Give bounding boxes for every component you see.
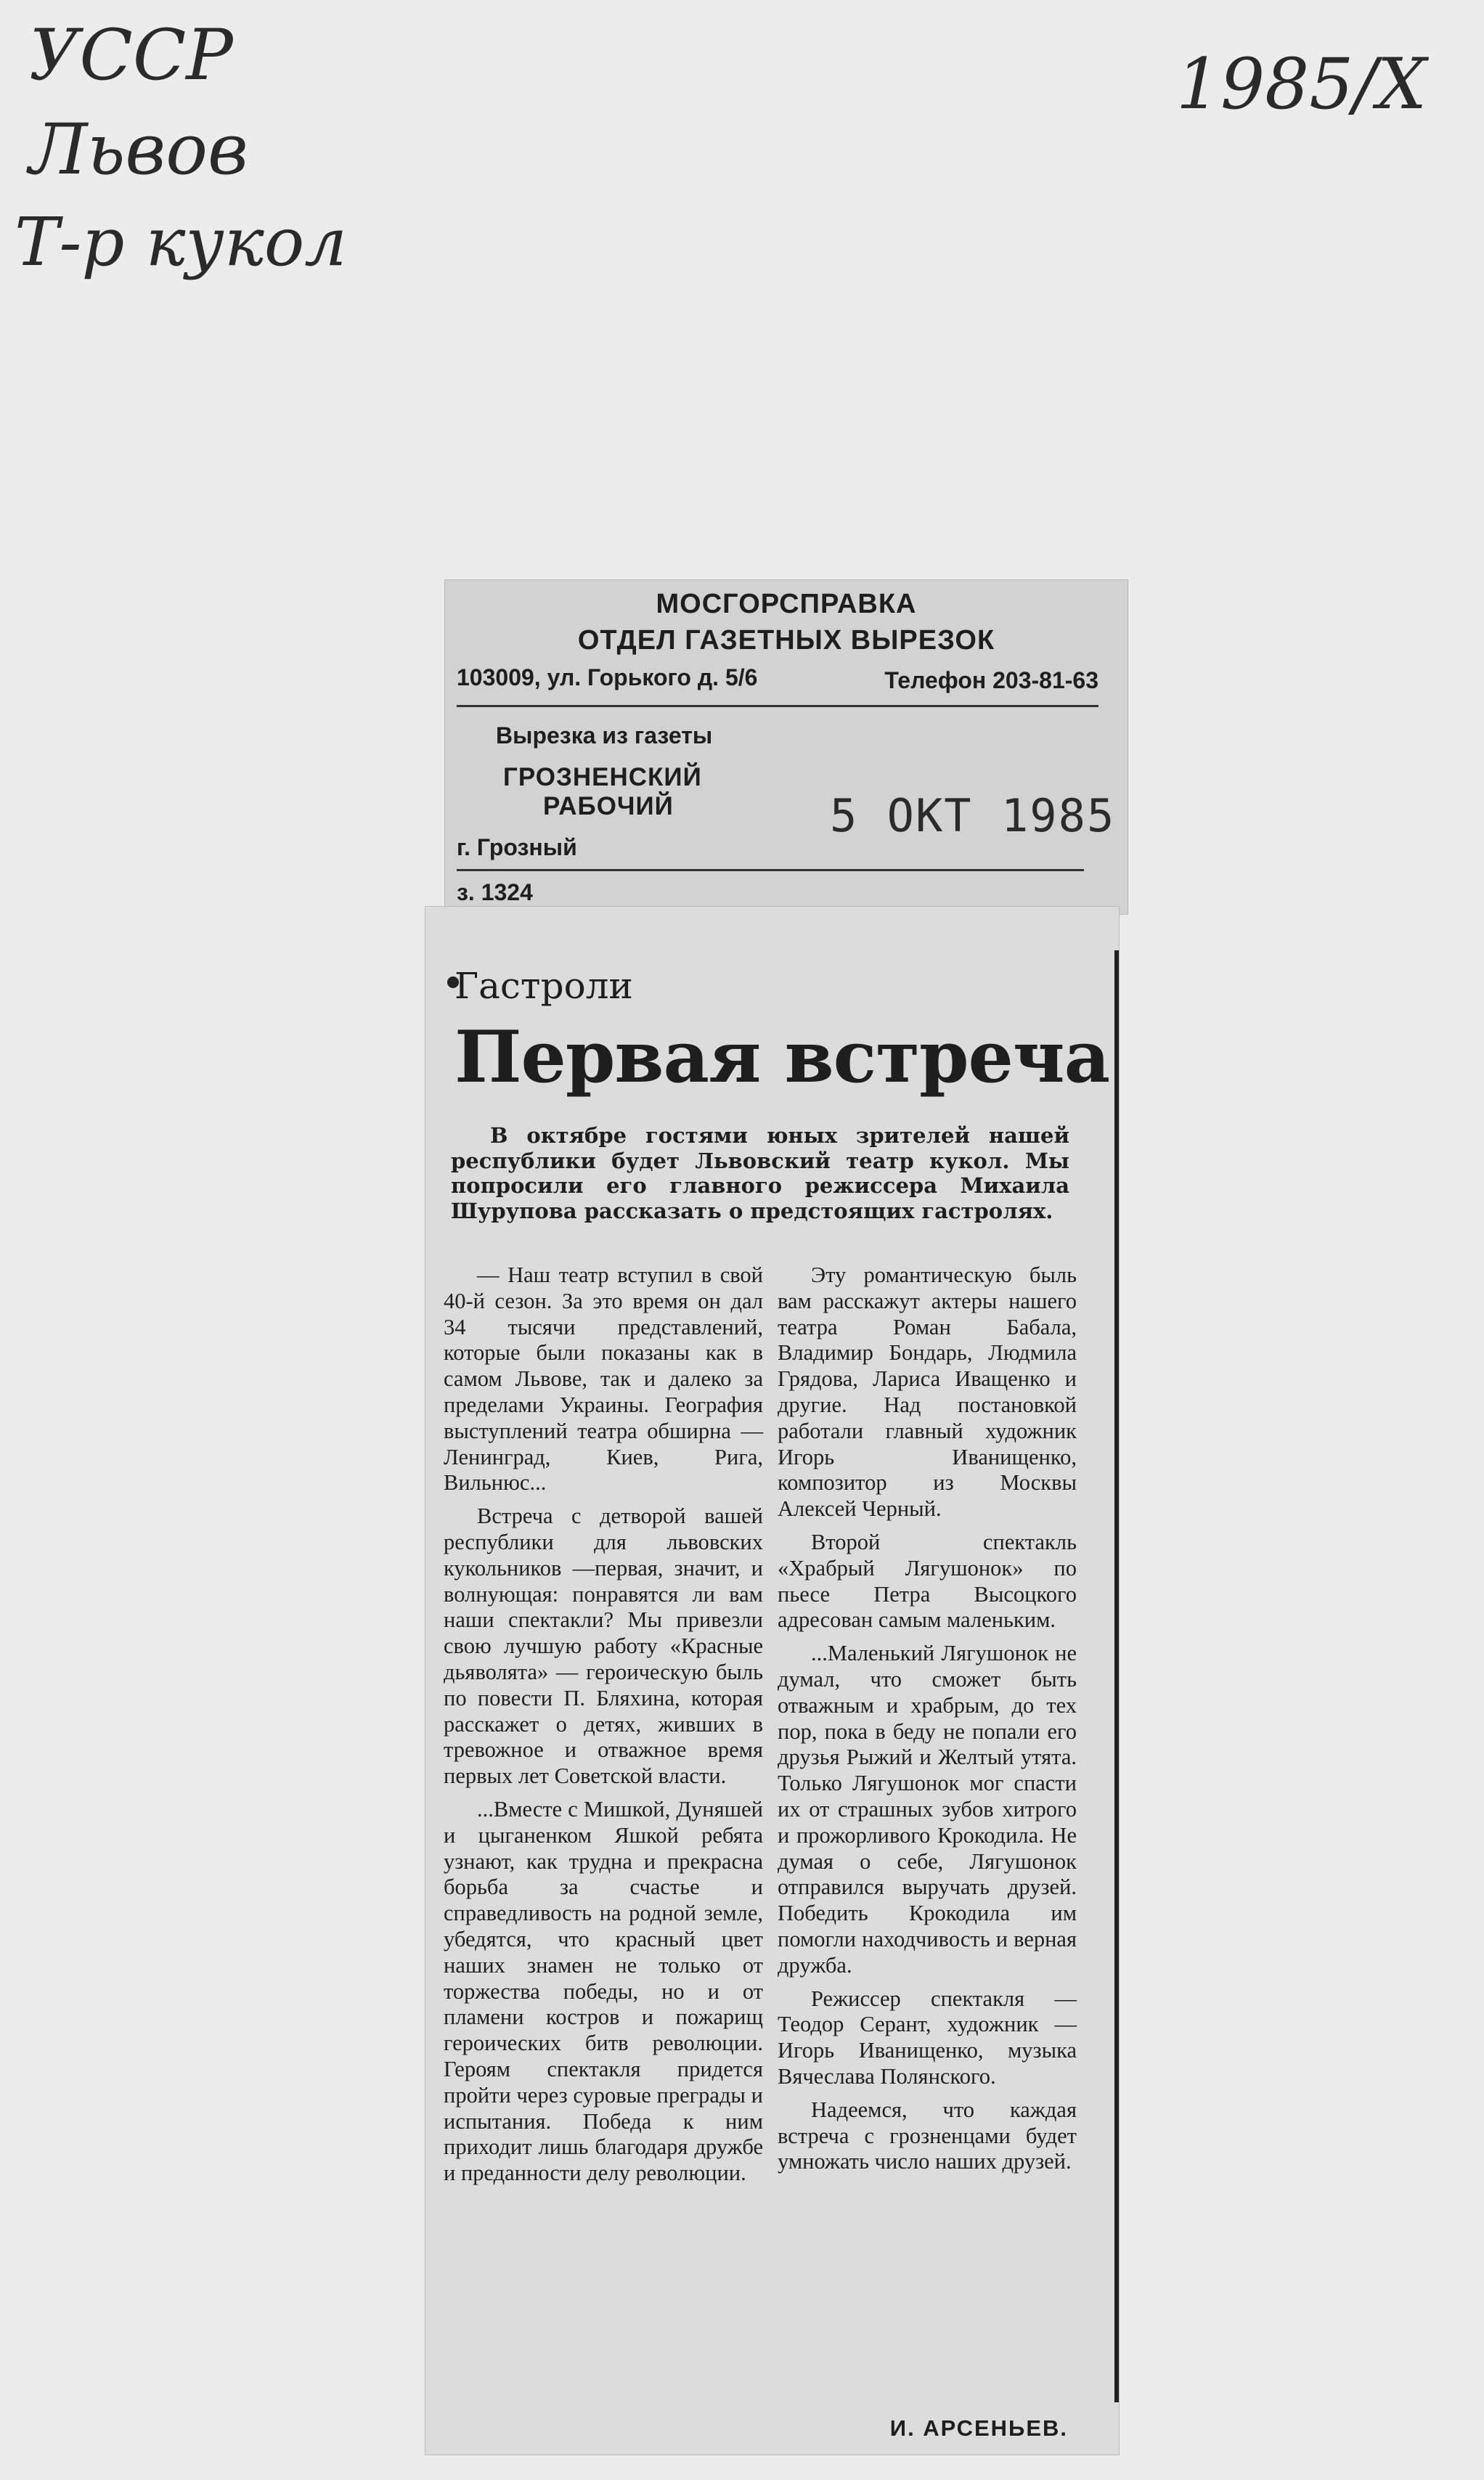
- article-paragraph: Эту романтическую быль вам расскажут актеры нашего театра Роман Бабала, Владимир Бондарь, Людмила Грядова, Лариса Иващенко и другие. Над постановкой работали главный художник Игорь Иванищенко, композитор из Москвы Алексей Черный.: [778, 1263, 1077, 1522]
- handwritten-note-city: Львов: [29, 109, 248, 190]
- clipping-agency-stamp: [444, 579, 1128, 915]
- stamp-agency-title: МОСГОРСПРАВКА: [656, 589, 917, 619]
- stamp-divider: [457, 705, 1098, 707]
- article-paragraph: ...Вместе с Мишкой, Дуняшей и цыганенком Яшкой ребята узнают, как трудна и прекрасна борьба за счастье и справедливость на родной земле, убедятся, что красный цвет наших знамен не только от торжества победы, но и от пламени костров и пожарищ героических битв революции. Героям спектакля придется пройти через суровые преграды и испытания. Победа к ним приходит лишь благодаря дружбе и преданности делу революции.: [444, 1796, 763, 2186]
- stamp-address: 103009, ул. Горького д. 5/6: [457, 664, 758, 690]
- article-paragraph: ...Маленький Лягушонок не думал, что сможет быть отважным и храбрым, до тех пор, пока в беду не попали его друзья Рыжий и Желтый утята. Только Лягушонок мог спасти их от страшных зубов хитрого и прожорливого Крокодила. Не думая о себе, Лягушонок отправился выручать друзей. Победить Крокодила им помогли находчивость и верная дружба.: [778, 1641, 1077, 1978]
- stamp-divider-lower: [457, 869, 1084, 871]
- article-paragraph: Режиссер спектакля — Теодор Серант, художник — Игорь Иванищенко, музыка Вячеслава Полянского.: [778, 1986, 1077, 2089]
- article-headline: Первая встреча: [454, 1016, 1110, 1099]
- article-author-signature: И. АРСЕНЬЕВ.: [889, 2415, 1068, 2441]
- stamp-department-title: ОТДЕЛ ГАЗЕТНЫХ ВЫРЕЗОК: [577, 625, 995, 656]
- handwritten-note-theatre: Т-р кукол: [15, 203, 347, 281]
- stamp-newspaper-name-line1: ГРОЗНЕНСКИЙ: [503, 763, 702, 791]
- stamp-order-number: з. 1324: [457, 879, 533, 905]
- handwritten-note-year: 1985/X: [1176, 44, 1427, 125]
- article-paragraph: Второй спектакль «Храбрый Лягушонок» по пьесе Петра Высоцкого адресован самым маленьким.: [778, 1529, 1077, 1633]
- article-lead: В октябре гостями юных зрителей нашей республики будет Львовский театр кукол. Мы попросили его главного режиссера Михаила Шурупова рассказать о предстоящих гастролях.: [451, 1123, 1069, 1223]
- stamp-city: г. Грозный: [457, 834, 577, 860]
- article-paragraph: — Наш театр вступил в свой 40-й сезон. За это время он дал 34 тысячи представлений, которые были показаны как в самом Львове, так и далеко за пределами Украины. География выступлений театра обширна — Ленинград, Киев, Рига, Вильнюс...: [444, 1263, 763, 1496]
- stamp-newspaper-name-line2: РАБОЧИЙ: [543, 792, 674, 820]
- stamp-phone: Телефон 203-81-63: [884, 667, 1098, 693]
- stamp-cutting-label: Вырезка из газеты: [496, 722, 713, 749]
- stamp-date: 5 ОКТ 1985: [830, 789, 1116, 842]
- article-paragraph: Надеемся, что каждая встреча с грозненцами будет умножать число наших друзей.: [778, 2097, 1077, 2174]
- newspaper-article: [425, 906, 1120, 2455]
- article-column-left: [444, 1263, 763, 2194]
- article-paragraph: Встреча с детворой вашей республики для львовских кукольников —первая, значит, и волнующая: понравятся ли вам наши спектакли? Мы привезли свою лучшую работу «Красные дьяволята» — героическую быль по повести П. Бляхина, которая расскажет о детях, живших в тревожное и отважное время первых лет Советской власти.: [444, 1504, 763, 1789]
- handwritten-note-country: УССР: [29, 15, 233, 96]
- article-column-right: [778, 1263, 1077, 2182]
- article-rubric: Гастроли: [454, 965, 633, 1007]
- clipping-edge-line: [1114, 950, 1119, 2402]
